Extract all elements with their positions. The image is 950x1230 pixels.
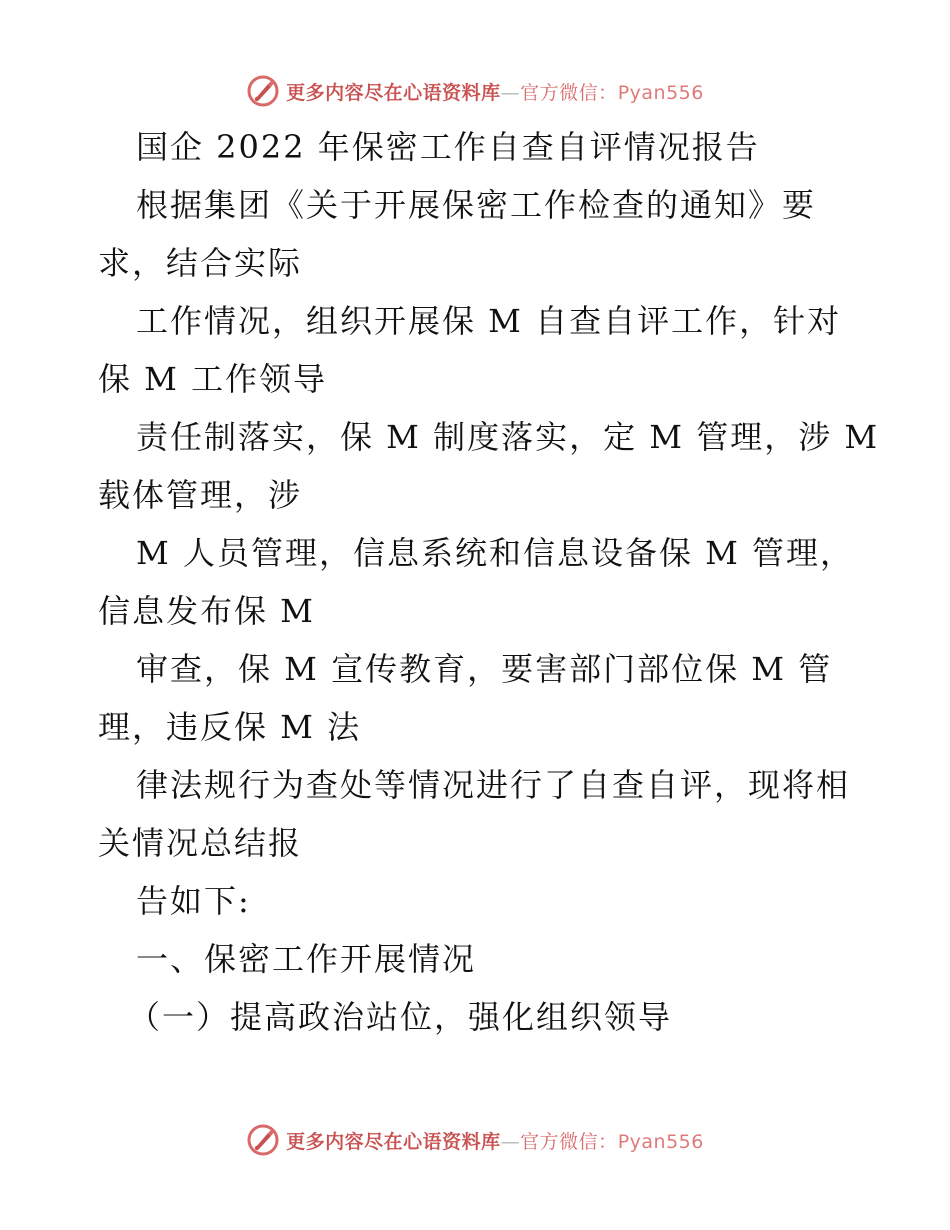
paragraph-line: 信息发布保 M xyxy=(98,592,315,630)
paragraph-line: M 人员管理，信息系统和信息设备保 M 管理， xyxy=(136,534,855,572)
paragraph-line: 律法规行为查处等情况进行了自查自评，现将相 xyxy=(136,766,851,804)
paragraph-line: 保 M 工作领导 xyxy=(98,360,328,398)
paragraph-line: 关情况总结报 xyxy=(98,824,303,862)
paragraph-line: 求，结合实际 xyxy=(98,244,303,282)
document-body xyxy=(98,118,880,1046)
brush-logo-icon xyxy=(246,1123,280,1157)
paragraph-line: 载体管理，涉 xyxy=(98,476,303,514)
header-watermark xyxy=(0,71,950,111)
paragraph-line: 根据集团《关于开展保密工作检查的通知》要 xyxy=(136,186,817,224)
paragraph-line: 工作情况，组织开展保 M 自查自评工作，针对 xyxy=(136,302,842,340)
watermark-text: 更多内容尽在心语资料库—官方微信：Pyan556 xyxy=(286,81,704,104)
subsection-heading: （一）提高政治站位，强化组织领导 xyxy=(128,998,673,1036)
paragraph-line: 审查，保 M 宣传教育，要害部门部位保 M 管 xyxy=(136,650,833,688)
footer-watermark xyxy=(0,1120,950,1160)
section-heading: 一、保密工作开展情况 xyxy=(136,940,477,978)
watermark-text: 更多内容尽在心语资料库—官方微信：Pyan556 xyxy=(286,1130,704,1153)
brush-logo-icon xyxy=(246,74,280,108)
paragraph-line: 告如下: xyxy=(136,882,251,920)
document-title: 国企 2022 年保密工作自查自评情况报告 xyxy=(136,128,760,166)
paragraph-line: 责任制落实，保 M 制度落实，定 M 管理，涉 M xyxy=(136,418,880,456)
paragraph-line: 理，违反保 M 法 xyxy=(98,708,362,746)
